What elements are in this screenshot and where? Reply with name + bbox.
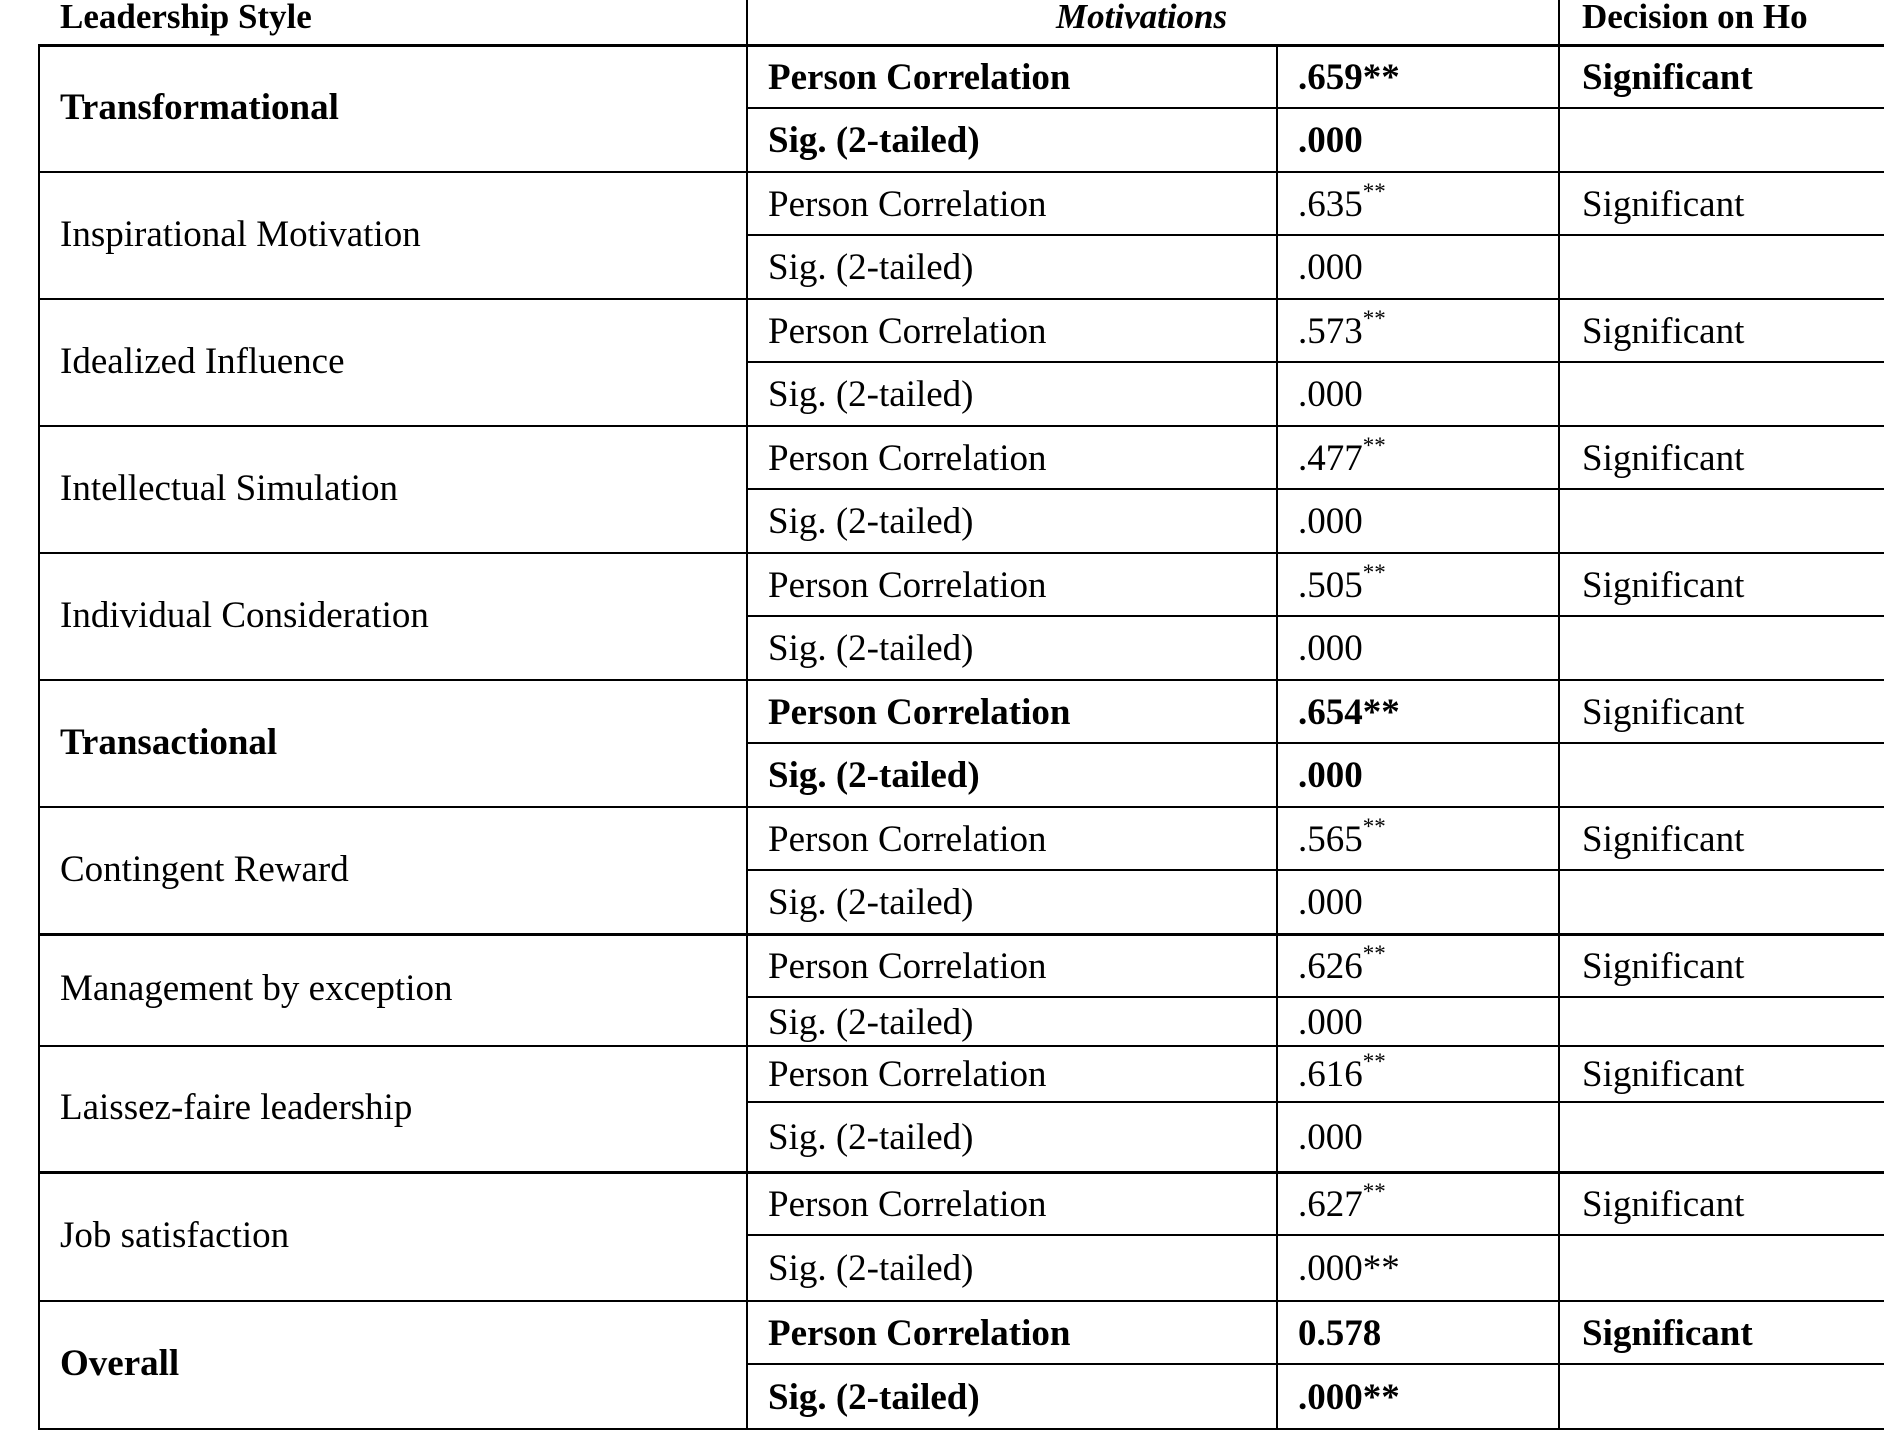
decision-label: Significant (1582, 565, 1745, 606)
correlation-value (1298, 754, 1363, 798)
stat-label: Sig. (2-tailed) (768, 1377, 980, 1418)
significance-marker: ** (1362, 1178, 1386, 1204)
value-text: .000** (1298, 1248, 1400, 1289)
value-text: .000 (1298, 120, 1363, 161)
table-left-border (38, 44, 40, 1428)
leadership-style-label: Individual Consideration (60, 594, 429, 636)
stat-label: Sig. (2-tailed) (768, 120, 980, 161)
stat-label: Person Correlation (768, 819, 1047, 860)
table-bottom-border (38, 1428, 1884, 1430)
correlation-value (1298, 1178, 1386, 1227)
stat-label: Person Correlation (768, 1054, 1047, 1095)
value-text: .000 (1298, 1117, 1363, 1158)
value-text: .000 (1298, 374, 1363, 415)
decision-label: Significant (1582, 946, 1745, 987)
stat-label: Person Correlation (768, 438, 1047, 479)
stat-label: Person Correlation (768, 1313, 1071, 1354)
decision-label: Significant (1582, 438, 1745, 479)
correlation-value (1298, 1312, 1381, 1356)
value-text: .000 (1298, 1002, 1363, 1043)
value-text: .000** (1298, 1377, 1400, 1418)
header-decision: Decision on Ho (1582, 0, 1808, 36)
stat-label: Sig. (2-tailed) (768, 882, 974, 923)
value-text: .573 (1298, 311, 1363, 352)
column-divider-2 (1276, 44, 1278, 1428)
value-text: 0.578 (1298, 1313, 1382, 1354)
leadership-style-label: Job satisfaction (60, 1214, 290, 1256)
leadership-style-label: Overall (60, 1343, 180, 1384)
row-rule (746, 1101, 1884, 1103)
correlation-value (1298, 305, 1386, 354)
correlation-value (1298, 691, 1400, 735)
value-text: .505 (1298, 565, 1363, 606)
correlation-value (1298, 1376, 1400, 1420)
correlation-value (1298, 1247, 1400, 1291)
correlation-value (1298, 940, 1386, 989)
stat-label: Person Correlation (768, 311, 1047, 352)
correlation-value (1298, 559, 1386, 608)
row-rule (746, 1363, 1884, 1365)
correlation-value (1298, 178, 1386, 227)
stat-label: Sig. (2-tailed) (768, 1002, 974, 1043)
correlation-value (1298, 1048, 1386, 1097)
header-leadership-style: Leadership Style (60, 0, 312, 36)
correlation-value (1298, 119, 1363, 163)
correlation-value (1298, 881, 1363, 925)
significance-marker: ** (1362, 813, 1386, 839)
row-rule (746, 107, 1884, 109)
stat-label: Person Correlation (768, 565, 1047, 606)
column-divider-3 (1558, 0, 1560, 1428)
stat-label: Person Correlation (768, 57, 1071, 98)
leadership-style-label: Laissez-faire leadership (60, 1087, 413, 1128)
group-rule (38, 1171, 1884, 1174)
stat-label: Sig. (2-tailed) (768, 501, 974, 542)
value-text: .654** (1298, 692, 1400, 733)
decision-label: Significant (1582, 1184, 1745, 1225)
correlation-value (1298, 432, 1386, 481)
value-text: .000 (1298, 247, 1363, 288)
correlation-value (1298, 246, 1363, 290)
significance-marker: ** (1362, 305, 1386, 331)
row-rule (746, 742, 1884, 744)
decision-label: Significant (1582, 184, 1745, 225)
leadership-style-label: Intellectual Simulation (60, 467, 399, 509)
leadership-style-label: Management by exception (60, 968, 453, 1009)
significance-marker: ** (1362, 559, 1386, 585)
value-text: .659** (1298, 57, 1400, 98)
correlation-value (1298, 1001, 1363, 1045)
row-rule (746, 361, 1884, 363)
value-text: .616 (1298, 1054, 1363, 1095)
stat-label: Sig. (2-tailed) (768, 247, 974, 288)
stat-label: Sig. (2-tailed) (768, 1248, 974, 1289)
significance-marker: ** (1362, 432, 1386, 458)
row-rule (746, 615, 1884, 617)
value-text: .626 (1298, 946, 1363, 987)
decision-label: Significant (1582, 692, 1745, 733)
correlation-value (1298, 813, 1386, 862)
stat-label: Person Correlation (768, 1184, 1047, 1225)
row-rule (746, 488, 1884, 490)
value-text: .627 (1298, 1184, 1363, 1225)
significance-marker: ** (1362, 178, 1386, 204)
decision-label: Significant (1582, 1054, 1745, 1095)
row-rule (746, 869, 1884, 871)
group-rule (38, 1300, 1884, 1302)
significance-marker: ** (1362, 1048, 1386, 1074)
value-text: .000 (1298, 501, 1363, 542)
decision-label: Significant (1582, 1313, 1753, 1354)
stat-label: Sig. (2-tailed) (768, 374, 974, 415)
correlation-value (1298, 373, 1363, 417)
stat-label: Person Correlation (768, 692, 1071, 733)
stat-label: Sig. (2-tailed) (768, 628, 974, 669)
leadership-style-label: Idealized Influence (60, 340, 345, 382)
stat-label: Sig. (2-tailed) (768, 755, 980, 796)
value-text: .000 (1298, 755, 1363, 796)
value-text: .635 (1298, 184, 1363, 225)
decision-label: Significant (1582, 819, 1745, 860)
stat-label: Person Correlation (768, 946, 1047, 987)
correlation-value (1298, 627, 1363, 671)
row-rule (746, 234, 1884, 236)
significance-marker: ** (1362, 940, 1386, 966)
correlation-value (1298, 500, 1363, 544)
correlation-value (1298, 1116, 1363, 1160)
correlation-value (1298, 56, 1400, 100)
decision-label: Significant (1582, 57, 1753, 98)
leadership-style-label: Transactional (60, 721, 278, 763)
row-rule (746, 996, 1884, 998)
value-text: .000 (1298, 628, 1363, 669)
leadership-style-label: Contingent Reward (60, 848, 349, 890)
column-divider-1 (746, 0, 748, 1428)
value-text: .000 (1298, 882, 1363, 923)
value-text: .565 (1298, 819, 1363, 860)
header-motivations: Motivations (1056, 0, 1228, 36)
stat-label: Sig. (2-tailed) (768, 1117, 974, 1158)
leadership-style-label: Inspirational Motivation (60, 213, 421, 255)
row-rule (746, 1234, 1884, 1236)
value-text: .477 (1298, 438, 1363, 479)
leadership-style-label: Transformational (60, 86, 339, 128)
decision-label: Significant (1582, 311, 1745, 352)
stat-label: Person Correlation (768, 184, 1047, 225)
group-rule (38, 679, 1884, 681)
